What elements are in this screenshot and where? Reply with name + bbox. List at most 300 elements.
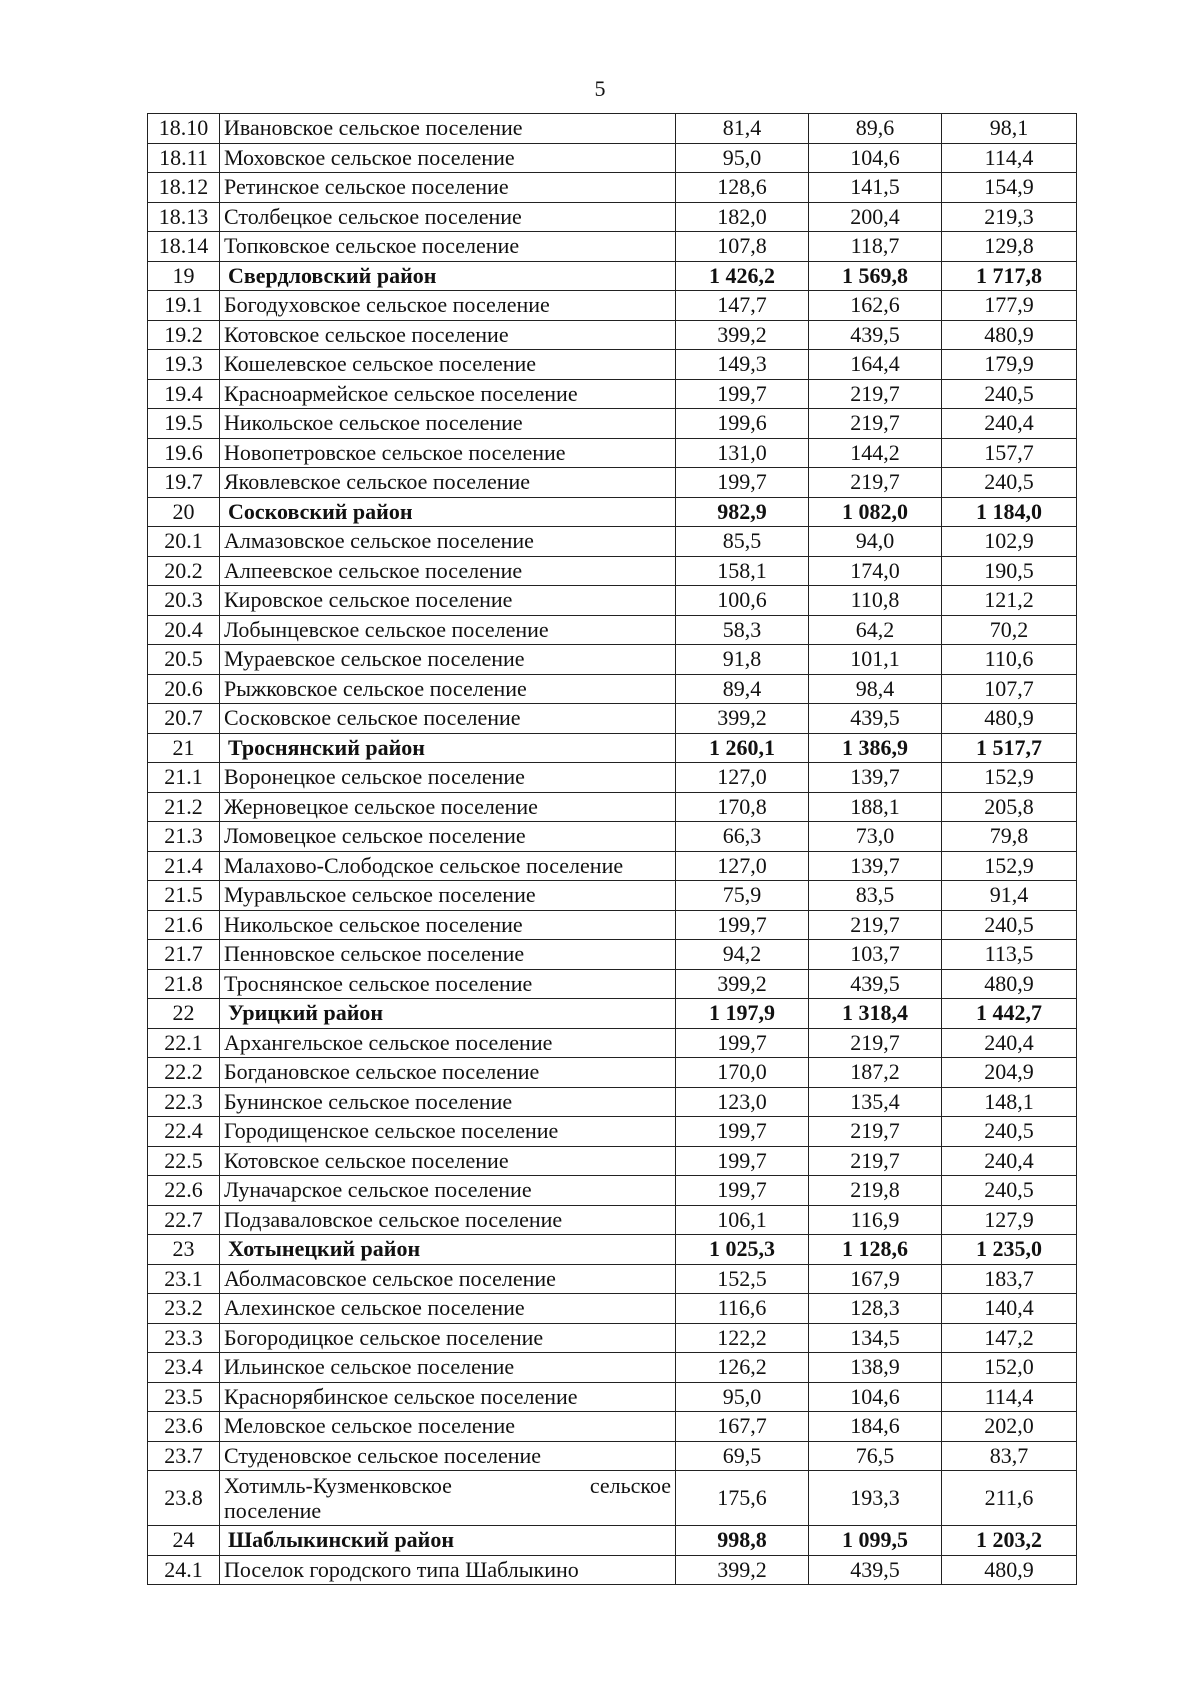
row-number: 22 [148, 999, 220, 1029]
value-col-3: 480,9 [942, 320, 1077, 350]
municipality-name: Котовское сельское поселение [220, 320, 676, 350]
table-row [148, 202, 1077, 232]
row-number: 20.3 [148, 586, 220, 616]
municipality-name: Архангельское сельское поселение [220, 1028, 676, 1058]
municipality-name: Троснянское сельское поселение [220, 969, 676, 999]
value-col-3: 154,9 [942, 173, 1077, 203]
name-part-b: сельское [589, 1473, 671, 1498]
value-col-2: 128,3 [809, 1294, 942, 1324]
value-col-2: 134,5 [809, 1323, 942, 1353]
municipality-name: Малахово-Слободское сельское поселение [220, 851, 676, 881]
row-number: 21.3 [148, 822, 220, 852]
municipality-name: Алмазовское сельское поселение [220, 527, 676, 557]
table-row [148, 645, 1077, 675]
municipality-name: Поселок городского типа Шаблыкино [220, 1555, 676, 1585]
municipality-name: Ивановское сельское поселение [220, 114, 676, 144]
table-row [148, 851, 1077, 881]
table-row [148, 940, 1077, 970]
value-col-1: 94,2 [676, 940, 809, 970]
municipality-name: Котовское сельское поселение [220, 1146, 676, 1176]
page-number: 5 [594, 76, 606, 101]
municipality-name: Яковлевское сельское поселение [220, 468, 676, 498]
row-number: 19 [148, 261, 220, 291]
value-col-2: 184,6 [809, 1412, 942, 1442]
value-col-1: 167,7 [676, 1412, 809, 1442]
value-col-2: 83,5 [809, 881, 942, 911]
value-col-2: 89,6 [809, 114, 942, 144]
table-row [148, 173, 1077, 203]
municipality-name: Урицкий район [220, 999, 676, 1029]
value-col-3: 79,8 [942, 822, 1077, 852]
value-col-1: 199,7 [676, 468, 809, 498]
row-number: 19.7 [148, 468, 220, 498]
municipality-name: Богдановское сельское поселение [220, 1058, 676, 1088]
value-col-2: 110,8 [809, 586, 942, 616]
value-col-3: 1 517,7 [942, 733, 1077, 763]
value-col-3: 190,5 [942, 556, 1077, 586]
table-row [148, 1353, 1077, 1383]
table-row [148, 1176, 1077, 1206]
row-number: 21.1 [148, 763, 220, 793]
municipality-name: Алпеевское сельское поселение [220, 556, 676, 586]
value-col-2: 193,3 [809, 1471, 942, 1526]
value-col-3: 179,9 [942, 350, 1077, 380]
table-row [148, 1028, 1077, 1058]
row-number: 19.5 [148, 409, 220, 439]
municipality-name: Лобынцевское сельское поселение [220, 615, 676, 645]
value-col-1: 58,3 [676, 615, 809, 645]
value-col-1: 131,0 [676, 438, 809, 468]
table-body [148, 114, 1077, 1585]
table-row [148, 1441, 1077, 1471]
value-col-3: 114,4 [942, 1382, 1077, 1412]
row-number: 23.3 [148, 1323, 220, 1353]
name-line-1 [224, 1473, 671, 1498]
municipality-name: Городищенское сельское поселение [220, 1117, 676, 1147]
value-col-2: 139,7 [809, 851, 942, 881]
table-row [148, 291, 1077, 321]
value-col-2: 135,4 [809, 1087, 942, 1117]
value-col-3: 1 235,0 [942, 1235, 1077, 1265]
value-col-3: 102,9 [942, 527, 1077, 557]
value-col-2: 116,9 [809, 1205, 942, 1235]
row-number: 21.5 [148, 881, 220, 911]
row-number: 18.13 [148, 202, 220, 232]
value-col-2: 1 128,6 [809, 1235, 942, 1265]
table-row [148, 1382, 1077, 1412]
value-col-2: 98,4 [809, 674, 942, 704]
value-col-1: 106,1 [676, 1205, 809, 1235]
name-part-a: Хотимль-Кузменковское [224, 1473, 452, 1498]
row-number: 20 [148, 497, 220, 527]
value-col-3: 157,7 [942, 438, 1077, 468]
value-col-2: 138,9 [809, 1353, 942, 1383]
row-number: 21.2 [148, 792, 220, 822]
value-col-2: 73,0 [809, 822, 942, 852]
value-col-1: 128,6 [676, 173, 809, 203]
row-number: 19.6 [148, 438, 220, 468]
row-number: 22.2 [148, 1058, 220, 1088]
value-col-1: 182,0 [676, 202, 809, 232]
value-col-3: 83,7 [942, 1441, 1077, 1471]
value-col-3: 152,9 [942, 851, 1077, 881]
value-col-2: 439,5 [809, 704, 942, 734]
table-row [148, 1412, 1077, 1442]
row-number: 19.2 [148, 320, 220, 350]
table-row [148, 1323, 1077, 1353]
municipality-name: Троснянский район [220, 733, 676, 763]
value-col-1: 69,5 [676, 1441, 809, 1471]
value-col-3: 240,4 [942, 409, 1077, 439]
value-col-1: 399,2 [676, 969, 809, 999]
value-col-1: 199,7 [676, 1176, 809, 1206]
value-col-2: 1 569,8 [809, 261, 942, 291]
row-number: 18.10 [148, 114, 220, 144]
row-number: 21.4 [148, 851, 220, 881]
value-col-2: 188,1 [809, 792, 942, 822]
value-col-2: 219,7 [809, 468, 942, 498]
value-col-1: 91,8 [676, 645, 809, 675]
row-number: 20.6 [148, 674, 220, 704]
value-col-3: 205,8 [942, 792, 1077, 822]
value-col-3: 113,5 [942, 940, 1077, 970]
district-row [148, 497, 1077, 527]
value-col-3: 480,9 [942, 704, 1077, 734]
value-col-3: 1 203,2 [942, 1526, 1077, 1556]
value-col-3: 152,9 [942, 763, 1077, 793]
table-row [148, 527, 1077, 557]
value-col-3: 240,5 [942, 1176, 1077, 1206]
value-col-2: 439,5 [809, 320, 942, 350]
table-row [148, 232, 1077, 262]
value-col-3: 147,2 [942, 1323, 1077, 1353]
row-number: 24 [148, 1526, 220, 1556]
municipality-name: Сосковский район [220, 497, 676, 527]
table-row [148, 674, 1077, 704]
municipality-name: Муравльское сельское поселение [220, 881, 676, 911]
value-col-2: 104,6 [809, 143, 942, 173]
value-col-2: 76,5 [809, 1441, 942, 1471]
value-col-1: 147,7 [676, 291, 809, 321]
row-number: 22.6 [148, 1176, 220, 1206]
municipality-name: Алехинское сельское поселение [220, 1294, 676, 1324]
municipality-name: Краснорябинское сельское поселение [220, 1382, 676, 1412]
row-number: 23.6 [148, 1412, 220, 1442]
value-col-1: 199,7 [676, 379, 809, 409]
row-number: 21.6 [148, 910, 220, 940]
row-number: 21.7 [148, 940, 220, 970]
table-row [148, 320, 1077, 350]
table-row [148, 1471, 1077, 1526]
value-col-2: 219,8 [809, 1176, 942, 1206]
value-col-2: 1 082,0 [809, 497, 942, 527]
value-col-3: 152,0 [942, 1353, 1077, 1383]
value-col-1: 1 197,9 [676, 999, 809, 1029]
row-number: 22.3 [148, 1087, 220, 1117]
value-col-2: 1 099,5 [809, 1526, 942, 1556]
value-col-1: 399,2 [676, 1555, 809, 1585]
value-col-1: 199,6 [676, 409, 809, 439]
value-col-3: 240,5 [942, 910, 1077, 940]
row-number: 23.8 [148, 1471, 220, 1526]
value-col-1: 89,4 [676, 674, 809, 704]
value-col-3: 70,2 [942, 615, 1077, 645]
district-row [148, 1235, 1077, 1265]
value-col-3: 114,4 [942, 143, 1077, 173]
municipality-name: Ломовецкое сельское поселение [220, 822, 676, 852]
row-number: 21 [148, 733, 220, 763]
value-col-2: 219,7 [809, 910, 942, 940]
value-col-3: 98,1 [942, 114, 1077, 144]
municipality-name: Новопетровское сельское поселение [220, 438, 676, 468]
municipality-name: Меловское сельское поселение [220, 1412, 676, 1442]
value-col-2: 219,7 [809, 1146, 942, 1176]
value-col-2: 104,6 [809, 1382, 942, 1412]
value-col-1: 107,8 [676, 232, 809, 262]
value-col-2: 94,0 [809, 527, 942, 557]
value-col-1: 158,1 [676, 556, 809, 586]
value-col-3: 121,2 [942, 586, 1077, 616]
municipality-name: Рыжковское сельское поселение [220, 674, 676, 704]
row-number: 18.11 [148, 143, 220, 173]
row-number: 24.1 [148, 1555, 220, 1585]
table-row [148, 468, 1077, 498]
value-col-1: 199,7 [676, 1117, 809, 1147]
value-col-3: 91,4 [942, 881, 1077, 911]
value-col-3: 202,0 [942, 1412, 1077, 1442]
municipality-name: Кошелевское сельское поселение [220, 350, 676, 380]
value-col-2: 139,7 [809, 763, 942, 793]
value-col-1: 127,0 [676, 851, 809, 881]
value-col-1: 399,2 [676, 704, 809, 734]
value-col-2: 118,7 [809, 232, 942, 262]
table-row [148, 114, 1077, 144]
value-col-3: 177,9 [942, 291, 1077, 321]
value-col-2: 187,2 [809, 1058, 942, 1088]
value-col-1: 116,6 [676, 1294, 809, 1324]
value-col-1: 152,5 [676, 1264, 809, 1294]
value-col-1: 126,2 [676, 1353, 809, 1383]
value-col-3: 183,7 [942, 1264, 1077, 1294]
row-number: 23 [148, 1235, 220, 1265]
value-col-3: 127,9 [942, 1205, 1077, 1235]
value-col-1: 95,0 [676, 143, 809, 173]
municipality-name: Хотынецкий район [220, 1235, 676, 1265]
municipality-name: Луначарское сельское поселение [220, 1176, 676, 1206]
district-row [148, 999, 1077, 1029]
value-col-1: 199,7 [676, 1028, 809, 1058]
municipality-name: Кировское сельское поселение [220, 586, 676, 616]
row-number: 20.4 [148, 615, 220, 645]
value-col-2: 174,0 [809, 556, 942, 586]
table-row [148, 1117, 1077, 1147]
value-col-2: 200,4 [809, 202, 942, 232]
value-col-1: 998,8 [676, 1526, 809, 1556]
value-col-3: 240,4 [942, 1028, 1077, 1058]
value-col-3: 240,5 [942, 468, 1077, 498]
name-line-2: поселение [224, 1498, 322, 1523]
value-col-3: 1 184,0 [942, 497, 1077, 527]
value-col-3: 480,9 [942, 969, 1077, 999]
municipality-name: Столбецкое сельское поселение [220, 202, 676, 232]
value-col-1: 85,5 [676, 527, 809, 557]
municipality-name: Воронецкое сельское поселение [220, 763, 676, 793]
row-number: 18.12 [148, 173, 220, 203]
municipality-name: Красноармейское сельское поселение [220, 379, 676, 409]
row-number: 23.2 [148, 1294, 220, 1324]
district-row [148, 733, 1077, 763]
municipality-name: Никольское сельское поселение [220, 910, 676, 940]
table-row [148, 969, 1077, 999]
value-col-2: 219,7 [809, 1117, 942, 1147]
value-col-2: 219,7 [809, 1028, 942, 1058]
row-number: 22.7 [148, 1205, 220, 1235]
district-row [148, 1526, 1077, 1556]
municipality-name: Жерновецкое сельское поселение [220, 792, 676, 822]
value-col-3: 140,4 [942, 1294, 1077, 1324]
table-row [148, 615, 1077, 645]
municipality-name: Топковское сельское поселение [220, 232, 676, 262]
value-col-2: 1 318,4 [809, 999, 942, 1029]
row-number: 20.1 [148, 527, 220, 557]
value-col-1: 1 025,3 [676, 1235, 809, 1265]
value-col-2: 164,4 [809, 350, 942, 380]
municipality-name: Свердловский район [220, 261, 676, 291]
row-number: 23.4 [148, 1353, 220, 1383]
value-col-3: 1 442,7 [942, 999, 1077, 1029]
district-row [148, 261, 1077, 291]
row-number: 20.5 [148, 645, 220, 675]
value-col-1: 127,0 [676, 763, 809, 793]
row-number: 21.8 [148, 969, 220, 999]
value-col-1: 175,6 [676, 1471, 809, 1526]
value-col-1: 123,0 [676, 1087, 809, 1117]
municipality-name: Моховское сельское поселение [220, 143, 676, 173]
row-number: 23.1 [148, 1264, 220, 1294]
municipality-name: Ильинское сельское поселение [220, 1353, 676, 1383]
table-row [148, 822, 1077, 852]
table-row [148, 586, 1077, 616]
row-number: 19.1 [148, 291, 220, 321]
table-row [148, 792, 1077, 822]
table-row [148, 1058, 1077, 1088]
value-col-3: 1 717,8 [942, 261, 1077, 291]
value-col-1: 399,2 [676, 320, 809, 350]
municipality-name: Ретинское сельское поселение [220, 173, 676, 203]
municipality-name: Аболмасовское сельское поселение [220, 1264, 676, 1294]
municipality-name: Шаблыкинский район [220, 1526, 676, 1556]
municipality-name: Сосковское сельское поселение [220, 704, 676, 734]
row-number: 20.2 [148, 556, 220, 586]
value-col-3: 148,1 [942, 1087, 1077, 1117]
value-col-3: 204,9 [942, 1058, 1077, 1088]
value-col-1: 66,3 [676, 822, 809, 852]
value-col-2: 144,2 [809, 438, 942, 468]
table-row [148, 1264, 1077, 1294]
municipality-name: Богодуховское сельское поселение [220, 291, 676, 321]
table-row [148, 704, 1077, 734]
budget-table [147, 113, 1077, 1585]
table-row [148, 350, 1077, 380]
municipality-name: Подзаваловское сельское поселение [220, 1205, 676, 1235]
value-col-2: 101,1 [809, 645, 942, 675]
value-col-1: 1 260,1 [676, 733, 809, 763]
value-col-2: 1 386,9 [809, 733, 942, 763]
value-col-3: 219,3 [942, 202, 1077, 232]
value-col-2: 141,5 [809, 173, 942, 203]
value-col-3: 480,9 [942, 1555, 1077, 1585]
table-row [148, 1087, 1077, 1117]
table-row [148, 1294, 1077, 1324]
municipality-name: Пенновское сельское поселение [220, 940, 676, 970]
table-row [148, 379, 1077, 409]
value-col-2: 64,2 [809, 615, 942, 645]
value-col-1: 95,0 [676, 1382, 809, 1412]
value-col-1: 199,7 [676, 910, 809, 940]
value-col-3: 211,6 [942, 1471, 1077, 1526]
row-number: 23.5 [148, 1382, 220, 1412]
value-col-1: 1 426,2 [676, 261, 809, 291]
table-row [148, 1146, 1077, 1176]
value-col-3: 107,7 [942, 674, 1077, 704]
municipality-name: Студеновское сельское поселение [220, 1441, 676, 1471]
row-number: 19.4 [148, 379, 220, 409]
row-number: 22.1 [148, 1028, 220, 1058]
municipality-name: Никольское сельское поселение [220, 409, 676, 439]
value-col-2: 219,7 [809, 409, 942, 439]
table-row [148, 143, 1077, 173]
value-col-2: 103,7 [809, 940, 942, 970]
table-row [148, 438, 1077, 468]
value-col-1: 982,9 [676, 497, 809, 527]
municipality-name: Мураевское сельское поселение [220, 645, 676, 675]
row-number: 18.14 [148, 232, 220, 262]
value-col-2: 439,5 [809, 969, 942, 999]
value-col-2: 162,6 [809, 291, 942, 321]
row-number: 22.5 [148, 1146, 220, 1176]
value-col-3: 129,8 [942, 232, 1077, 262]
municipality-name: Богородицкое сельское поселение [220, 1323, 676, 1353]
value-col-2: 167,9 [809, 1264, 942, 1294]
value-col-1: 122,2 [676, 1323, 809, 1353]
row-number: 22.4 [148, 1117, 220, 1147]
value-col-1: 100,6 [676, 586, 809, 616]
table-row [148, 881, 1077, 911]
row-number: 23.7 [148, 1441, 220, 1471]
value-col-1: 199,7 [676, 1146, 809, 1176]
value-col-2: 219,7 [809, 379, 942, 409]
table-row [148, 763, 1077, 793]
municipality-name: Бунинское сельское поселение [220, 1087, 676, 1117]
table-row [148, 409, 1077, 439]
row-number: 19.3 [148, 350, 220, 380]
value-col-1: 75,9 [676, 881, 809, 911]
value-col-3: 110,6 [942, 645, 1077, 675]
municipality-name [220, 1471, 676, 1526]
table-row [148, 556, 1077, 586]
value-col-3: 240,4 [942, 1146, 1077, 1176]
value-col-1: 149,3 [676, 350, 809, 380]
value-col-1: 170,8 [676, 792, 809, 822]
value-col-3: 240,5 [942, 1117, 1077, 1147]
table-row [148, 1555, 1077, 1585]
value-col-1: 81,4 [676, 114, 809, 144]
value-col-1: 170,0 [676, 1058, 809, 1088]
value-col-3: 240,5 [942, 379, 1077, 409]
table-row [148, 1205, 1077, 1235]
value-col-2: 439,5 [809, 1555, 942, 1585]
table-row [148, 910, 1077, 940]
